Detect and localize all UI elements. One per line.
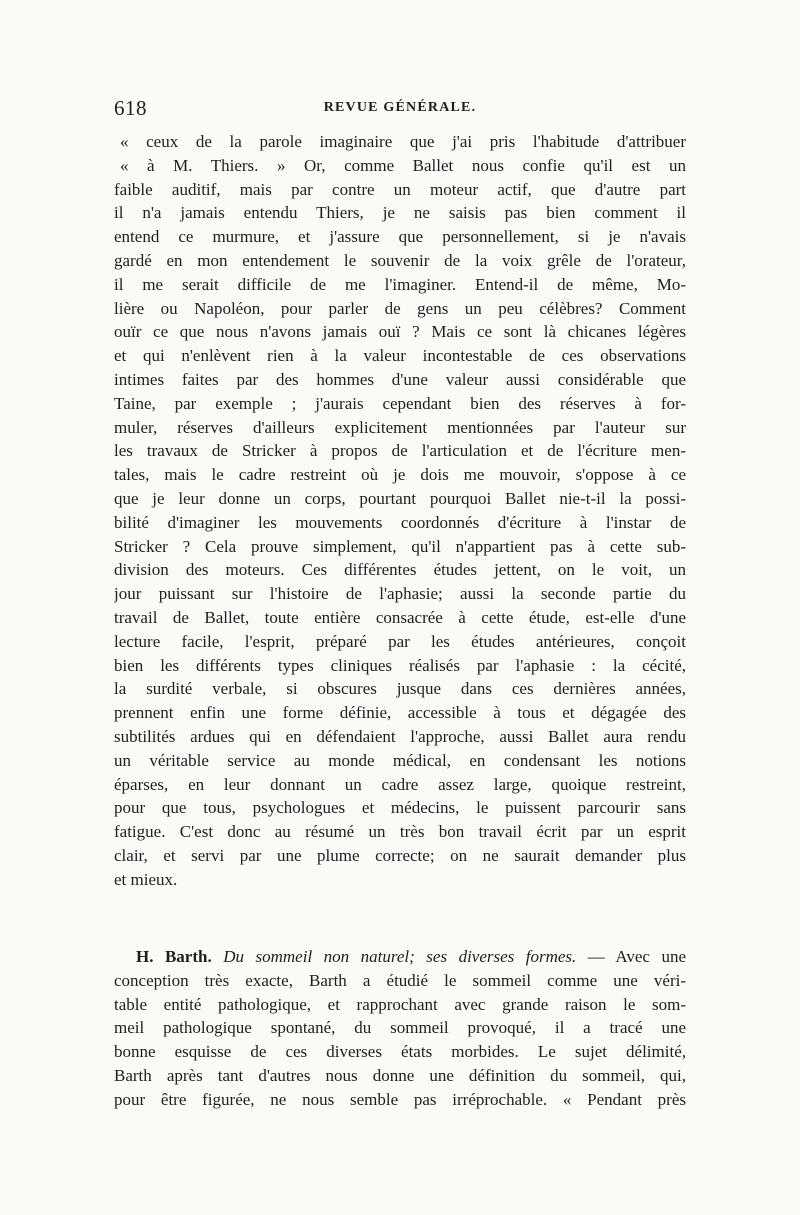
text-line: et mieux. [114,869,178,889]
text-line: bien les différents types cliniques réalisés par l'aphasie : la cécité, [114,655,686,675]
text-line: Taine, par exemple ; j'aurais cependant bien des réserves à for- [114,393,686,413]
text-line: bonne esquisse de ces diverses états morbides. Le sujet délimité, [114,1042,686,1062]
text-line: « ceux de la parole imaginaire que j'ai pris l'habitude d'attribuer [120,132,686,151]
text-line: bilité d'imaginer les mouvements coordonnés d'écriture à l'instar de [114,512,686,532]
text-line: jour puissant sur l'histoire de l'aphasie; aussi la seconde partie du [114,584,686,604]
text-line: que je leur donne un corps, pourtant pourquoi Ballet nie-t-il la possi- [114,488,686,508]
text-line: il me serait difficile de me l'imaginer. Entend-il de même, Mo- [114,274,686,294]
page-number: 618 [114,96,147,120]
text-line: il n'a jamais entendu Thiers, je ne saisis pas bien comment il [114,203,686,223]
review-entry-barth [114,945,686,1112]
text-line: entend ce murmure, et j'assure que personnellement, si je n'avais [114,227,686,247]
text-line: table entité pathologique, et rapprochant avec grande raison le som- [114,994,686,1014]
text-line: conception très exacte, Barth a étudié le sommeil comme une véri- [114,970,686,990]
text-line: faible auditif, mais par contre un moteur actif, que d'autre part [114,179,686,199]
text-line: gardé en mon entendement le souvenir de la voix grêle de l'orateur, [114,250,686,270]
text-line: tales, mais le cadre restreint où je dois me mouvoir, s'oppose à ce [114,465,686,485]
text-line: éparses, en leur donnant un cadre assez large, quoique restreint, [114,774,686,794]
text-line: lecture facile, l'esprit, préparé par les études antérieures, conçoit [114,631,686,651]
text-line: un véritable service au monde médical, en condensant les notions [114,750,686,770]
text-line: et qui n'enlèvent rien à la valeur incontestable de ces observations [114,346,686,366]
text-line: intimes faites par des hommes d'une valeur aussi considérable que [114,369,686,389]
running-head [114,96,686,122]
text-fragment: — Avec une [576,947,686,966]
text-line: Barth après tant d'autres nous donne une définition du sommeil, qui, [114,1065,686,1085]
text-line: clair, et servi par une plume correcte; on ne saurait demander plus [114,845,686,865]
text-line: fatigue. C'est donc au résumé un très bon travail écrit par un esprit [114,822,686,842]
text-line: subtilités ardues qui en défendaient l'approche, aussi Ballet aura rendu [114,726,686,746]
text-line: muler, réserves d'ailleurs explicitement mentionnées par l'auteur sur [114,417,686,437]
text-line: division des moteurs. Ces différentes études jettent, on le voit, un [114,560,686,580]
entry-heading-line [114,945,686,969]
text-line: la surdité verbale, si obscures jusque dans ces dernières années, [114,679,686,699]
journal-title: REVUE GÉNÉRALE. [323,100,477,115]
text-line: meil pathologique spontané, du sommeil provoqué, il a tracé une [114,1018,686,1038]
text-line: prennent enfin une forme définie, accessible à tous et dégagée des [114,703,686,723]
review-title: Du sommeil non naturel; ses diverses formes. [223,947,577,966]
text-line: pour que tous, psychologues et médecins, le puissent parcourir sans [114,798,686,818]
text-line: ouïr ce que nous n'avons jamais ouï ? Mais ce sont là chicanes légères [114,322,686,342]
text-line: les travaux de Stricker à propos de l'articulation et de l'écriture men- [114,441,686,461]
text-line: « à M. Thiers. » Or, comme Ballet nous confie qu'il est un [120,155,686,175]
text-line: pour être figurée, ne nous semble pas irréprochable. « Pendant près [114,1089,686,1109]
text-line: Stricker ? Cela prouve simplement, qu'il n'appartient pas à cette sub- [114,536,686,556]
text-line: travail de Ballet, toute entière consacrée à cette étude, est-elle d'une [114,607,686,627]
review-author: H. Barth. [136,947,212,966]
paragraph-continued [114,130,686,892]
text-line: lière ou Napoléon, pour parler de gens un peu célèbres? Comment [114,298,686,318]
